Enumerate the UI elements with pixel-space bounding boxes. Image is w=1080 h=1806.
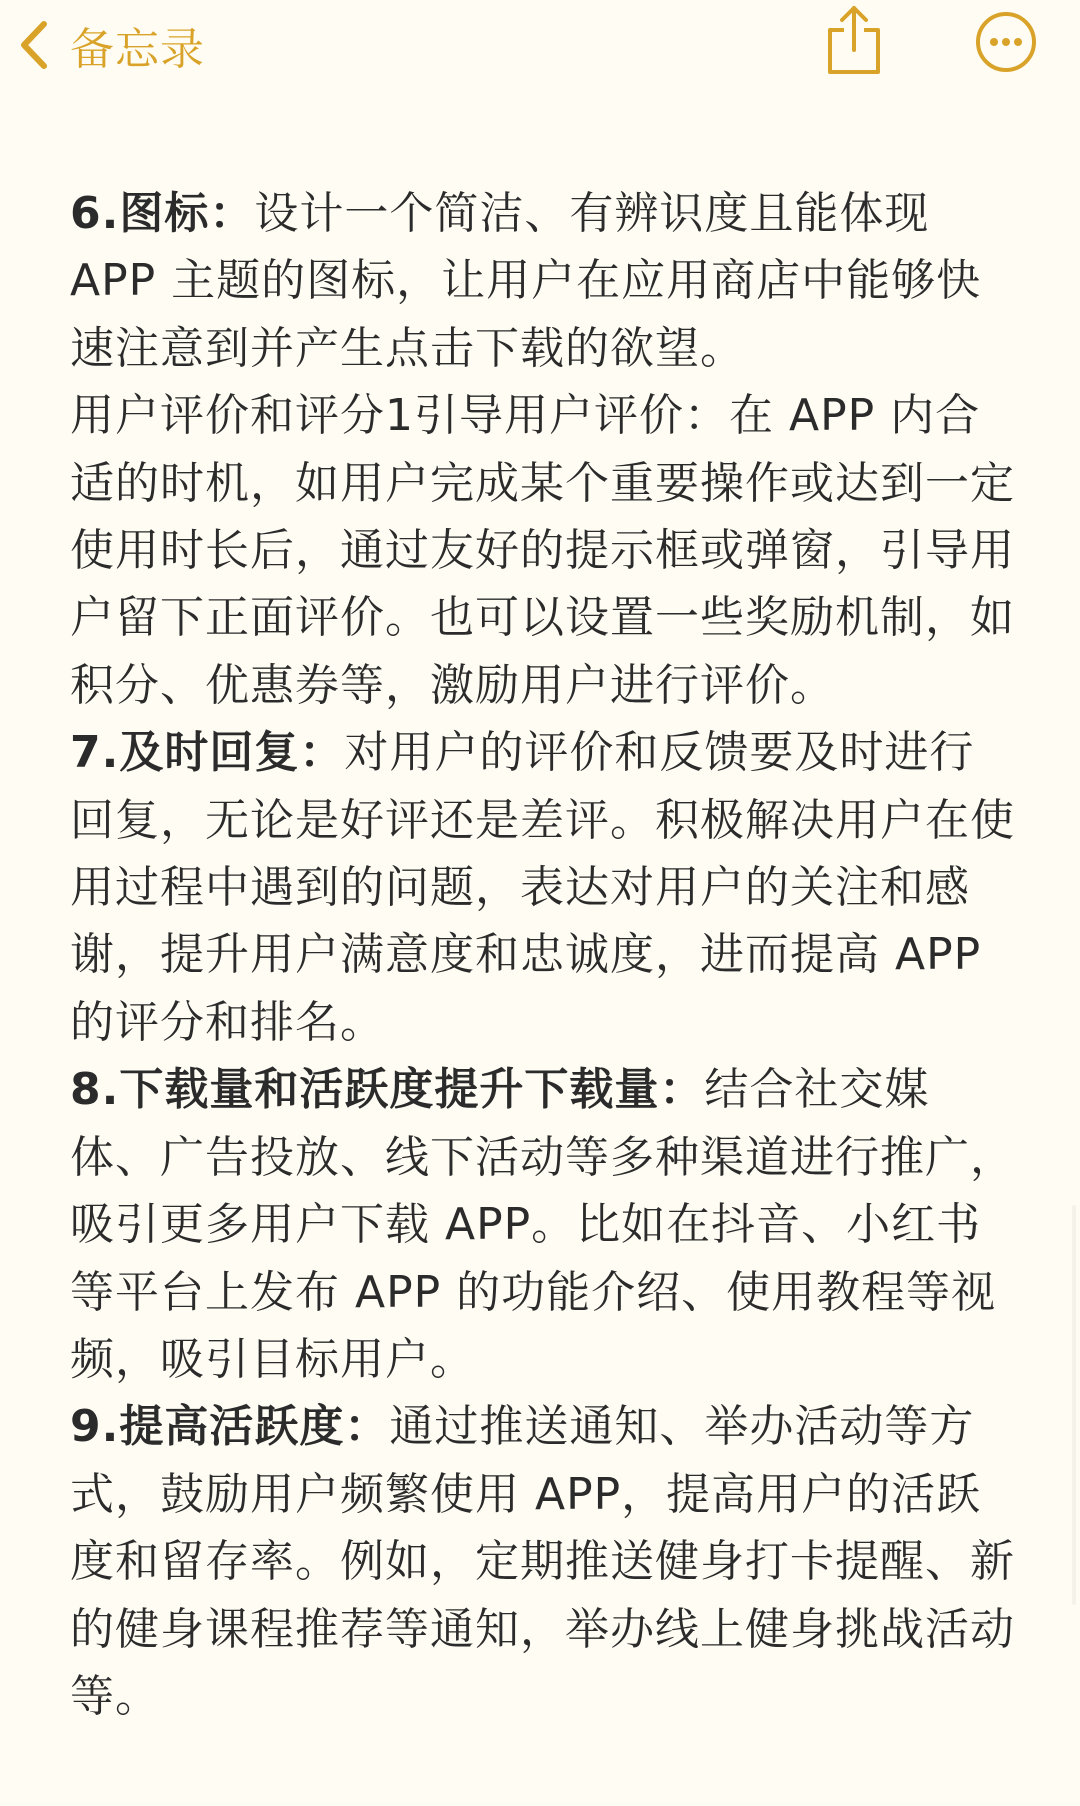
navigation-bar	[0, 0, 1080, 90]
share-button[interactable]	[822, 0, 886, 80]
note-paragraph	[70, 180, 1016, 382]
ellipsis-circle-icon	[974, 10, 1038, 74]
scroll-indicator[interactable]	[1072, 1205, 1076, 1605]
chevron-left-icon	[18, 20, 48, 70]
section-text: 通过推送通知、举办活动等方式，鼓励用户频繁使用 APP，提高用户的活跃度和留存率。例如，定期推送健身打卡提醒、新的健身课程推荐等通知，举办线上健身挑战活动等。	[70, 1401, 1015, 1722]
section-heading: 7.及时回复：	[70, 727, 345, 779]
section-text: 对用户的评价和反馈要及时进行回复，无论是好评还是差评。积极解决用户在使用过程中遇到的问题，表达对用户的关注和感谢，提升用户满意度和忠诚度，进而提高 APP 的评分和排名。	[70, 727, 1015, 1048]
section-text: 结合社交媒体、广告投放、线下活动等多种渠道进行推广，吸引更多用户下载 APP。比如在抖音、小红书等平台上发布 APP 的功能介绍、使用教程等视频，吸引目标用户。	[70, 1064, 1015, 1385]
section-heading: 6.图标：	[70, 188, 255, 239]
note-paragraph	[70, 1056, 1016, 1393]
section-text: 用户评价和评分1引导用户评价：在 APP 内合适的时机，如用户完成某个重要操作或达到一定使用时长后，通过友好的提示框或弹窗，引导用户留下正面评价。也可以设置一些奖励机制，如积分、优惠券等，激励用户进行评价。	[70, 390, 1015, 711]
section-heading: 8.下载量和活跃度提升下载量：	[70, 1064, 705, 1116]
note-paragraph	[70, 382, 1016, 719]
share-icon	[822, 0, 886, 80]
note-body[interactable]	[70, 180, 1016, 1730]
section-text: 设计一个简洁、有辨识度且能体现 APP 主题的图标，让用户在应用商店中能够快速注意到并产生点击下载的欲望。	[70, 188, 982, 374]
note-paragraph	[70, 719, 1016, 1056]
back-label: 备忘录	[70, 24, 205, 75]
back-button[interactable]	[18, 10, 205, 80]
note-paragraph	[70, 1393, 1016, 1730]
section-heading: 9.提高活跃度：	[70, 1401, 390, 1453]
more-options-button[interactable]	[974, 10, 1038, 74]
